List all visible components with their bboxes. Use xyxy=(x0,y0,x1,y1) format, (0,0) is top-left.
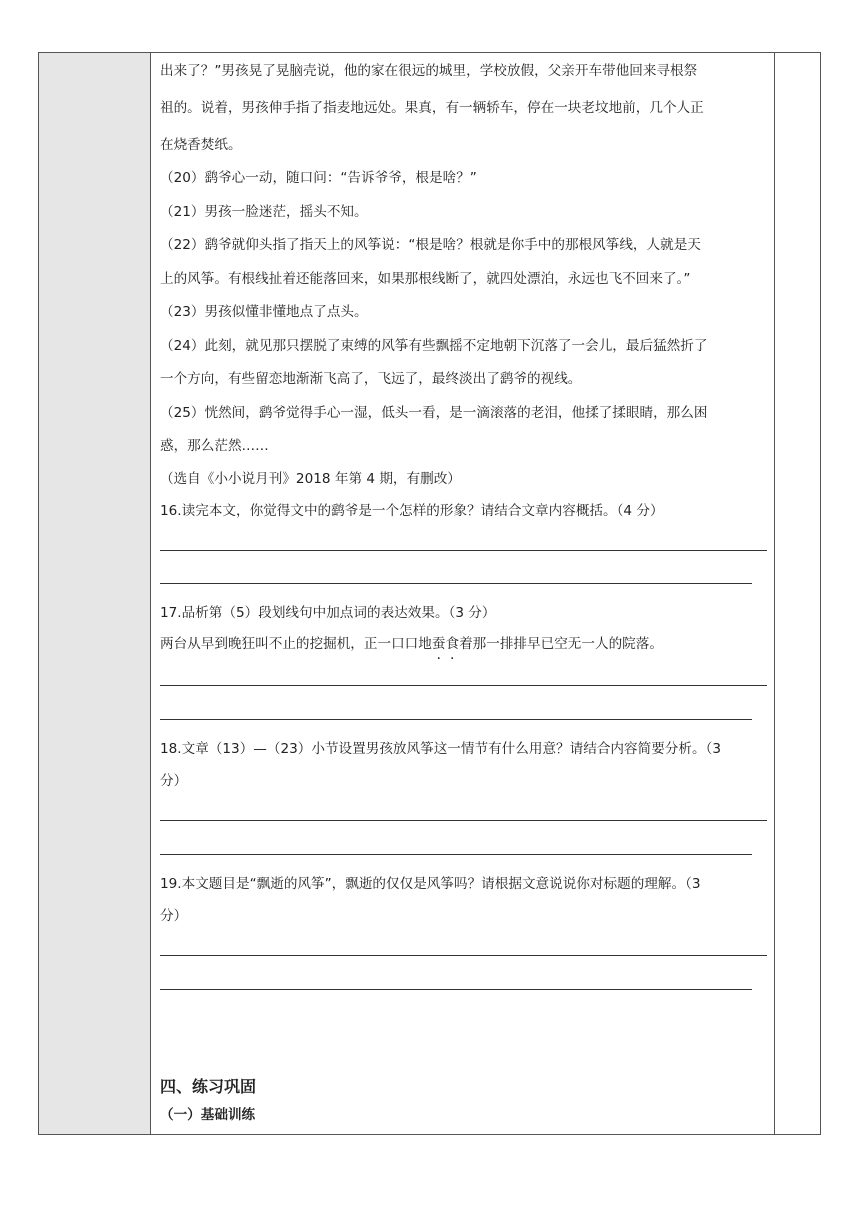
quote-text: 着那一排排早已空无一人的院落。 xyxy=(459,636,663,652)
paragraph-20: （20）鹞爷心一动，随口问：“告诉爷爷，根是啥？” xyxy=(160,170,477,186)
lesson-table xyxy=(38,52,821,1135)
answer-line xyxy=(160,854,752,855)
question-18-line1: 18.文章（13）—（23）小节设置男孩放风筝这一情节有什么用意？请结合内容简要分析。（3 xyxy=(160,741,722,757)
passage-line: 祖的。说着，男孩伸手指了指麦地远处。果真，有一辆轿车，停在一块老坟地前，几个人正 xyxy=(160,100,704,116)
answer-line xyxy=(160,719,752,720)
section-subheading: （一）基础训练 xyxy=(160,1107,256,1123)
question-16: 16.读完本文，你觉得文中的鹞爷是一个怎样的形象？请结合文章内容概括。（4 分） xyxy=(160,503,664,519)
paragraph-24-line1: （24）此刻，就见那只摆脱了束缚的风筝有些飘摇不定地朝下沉落了一会儿，最后猛然折了 xyxy=(160,338,708,354)
right-column xyxy=(774,53,820,1134)
quote-text: 两台从早到晚狂叫不止的挖掘机，正一口口地 xyxy=(160,636,432,652)
question-19-line2: 分） xyxy=(160,908,188,924)
answer-line xyxy=(160,550,767,551)
answer-line xyxy=(160,989,752,990)
paragraph-22-line1: （22）鹞爷就仰头指了指天上的风筝说：“根是啥？根就是你手中的那根风筝线，人就是天 xyxy=(160,237,701,253)
paragraph-24-line2: 一个方向，有些留恋地渐渐飞高了，飞远了，最终淡出了鹞爷的视线。 xyxy=(160,371,582,387)
left-column xyxy=(39,53,151,1134)
answer-line xyxy=(160,685,767,686)
answer-line xyxy=(160,583,752,584)
paragraph-21: （21）男孩一脸迷茫，摇头不知。 xyxy=(160,204,368,220)
dotted-char: 食 xyxy=(445,636,460,652)
paragraph-25-line1: （25）恍然间，鹞爷觉得手心一湿，低头一看，是一滴滚落的老泪，他揉了揉眼睛，那么困 xyxy=(160,405,708,421)
section-heading: 四、练习巩固 xyxy=(160,1077,257,1096)
source-citation: （选自《小小说月刊》2018 年第 4 期，有删改） xyxy=(160,471,461,487)
question-18-line2: 分） xyxy=(160,773,188,789)
dotted-char: 蚕 xyxy=(431,636,446,652)
paragraph-22-line2: 上的风筝。有根线扯着还能落回来，如果那根线断了，就四处漂泊，永远也飞不回来了。” xyxy=(160,271,691,287)
paragraph-25-line2: 惑，那么茫然…… xyxy=(160,438,269,454)
answer-line xyxy=(160,955,767,956)
question-17: 17.品析第（5）段划线句中加点词的表达效果。（3 分） xyxy=(160,605,496,621)
answer-line xyxy=(160,820,767,821)
question-19-line1: 19.本文题目是“飘逝的风筝”，飘逝的仅仅是风筝吗？请根据文意说说你对标题的理解。（3 xyxy=(160,876,701,892)
question-17-quote xyxy=(160,634,663,654)
passage-line: 出来了？”男孩晃了晃脑壳说，他的家在很远的城里，学校放假，父亲开车带他回来寻根祭 xyxy=(160,63,698,79)
paragraph-23: （23）男孩似懂非懂地点了点头。 xyxy=(160,304,368,320)
passage-line: 在烧香焚纸。 xyxy=(160,137,242,153)
